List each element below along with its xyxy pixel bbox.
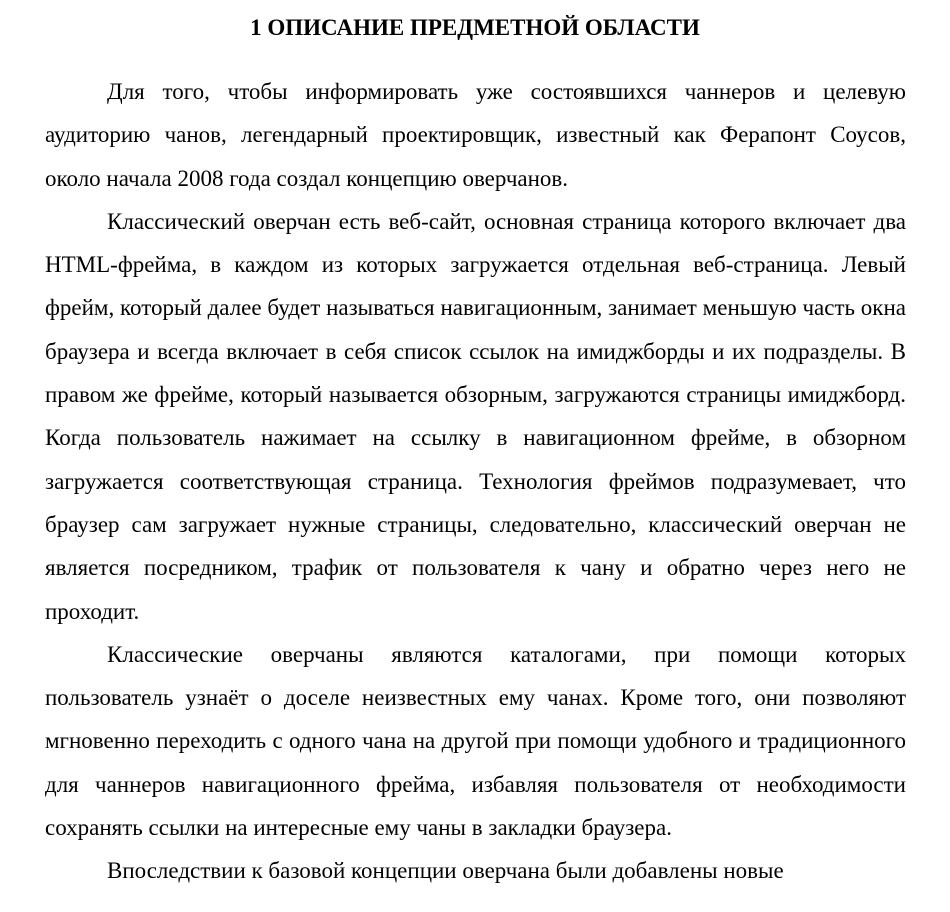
paragraph-1: Для того, чтобы информировать уже состоявшихся чаннеров и целевую аудиторию чанов, легендарный проектировщик, известный как Ферапонт Соусов, около начала 2008 года создал концепцию оверчанов. [45,79,906,191]
paragraph-2: Классический оверчан есть веб-сайт, основная страница которого включает два HTML-фрейма, в каждом из которых загружается отдельная веб-страница. Левый фрейм, который далее будет называться навигационным, занимает меньшую часть окна браузера и всегда включает в себя список ссылок на имиджборды и их подразделы. В правом же фрейме, который называется обзорным, загружаются страницы имиджборд. Когда пользователь нажимает на ссылку в навигационном фрейме, в обзорном загружается соответствующая страница. Технология фреймов подразумевает, что браузер сам загружает нужные страницы, следовательно, классический оверчан не является посредником, трафик от пользователя к чану и обратно через него не проходит. [45,208,906,624]
paragraph-4-partial: Впоследствии к базовой концепции оверчана были добавлены новые [107,858,784,884]
paragraph-3: Классические оверчаны являются каталогами, при помощи которых пользователь узнаёт о доселе неизвестных ему чанах. Кроме того, они позволяют мгновенно переходить с одного чана на другой при помощи удобного и традиционного для чаннеров навигационного фрейма, избавляя пользователя от необходимости сохранять ссылки на интересные ему чаны в закладки браузера. [45,641,906,841]
section-heading: 1 ОПИСАНИЕ ПРЕДМЕТНОЙ ОБЛАСТИ [250,15,700,40]
document-body [45,70,906,893]
